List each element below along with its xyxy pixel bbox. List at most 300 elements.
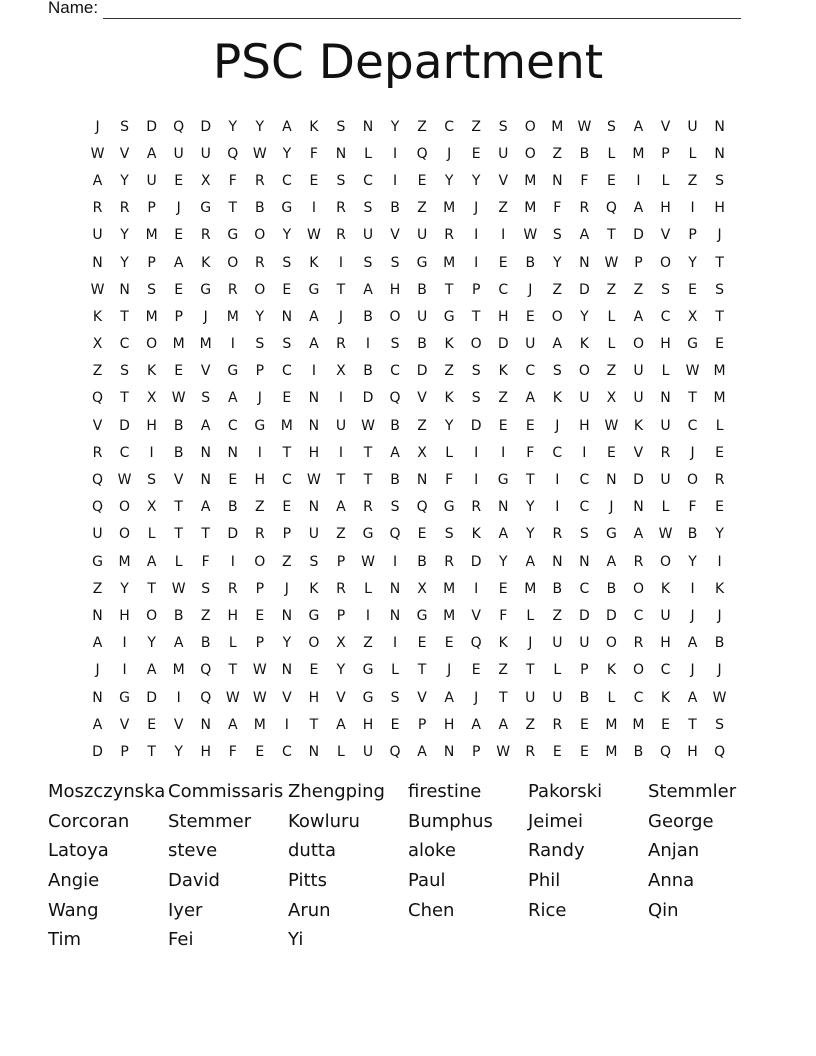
grid-letter[interactable]: N [579,254,590,271]
grid-letter[interactable]: Z [282,553,292,570]
grid-letter[interactable]: Z [92,363,103,380]
grid-letter[interactable]: B [173,444,184,461]
grid-letter[interactable]: E [498,580,508,597]
grid-letter[interactable]: C [119,444,130,461]
grid-letter[interactable]: W [577,118,592,135]
grid-letter[interactable]: H [389,281,401,298]
grid-letter[interactable]: U [552,635,563,652]
grid-letter[interactable]: E [471,145,481,162]
grid-letter[interactable]: E [444,635,454,652]
name-line[interactable] [103,2,741,19]
grid-letter[interactable]: P [471,743,481,760]
grid-letter[interactable]: G [443,308,455,325]
grid-letter[interactable]: Z [92,580,103,597]
grid-letter[interactable]: R [336,200,346,217]
grid-letter[interactable]: A [444,689,454,706]
grid-letter[interactable]: Q [416,145,428,162]
grid-letter[interactable]: P [282,526,292,543]
grid-letter[interactable]: T [336,281,346,298]
grid-letter[interactable]: N [579,553,590,570]
grid-letter[interactable]: F [553,200,562,217]
grid-letter[interactable]: L [688,145,697,162]
grid-letter[interactable]: I [230,336,235,353]
grid-letter[interactable]: B [255,200,265,217]
grid-letter[interactable]: V [390,227,400,244]
grid-letter[interactable]: X [146,499,157,516]
grid-letter[interactable]: D [633,472,644,489]
grid-letter[interactable]: Z [498,662,509,679]
grid-letter[interactable]: D [578,607,590,624]
grid-letter[interactable]: E [147,716,157,733]
grid-letter[interactable]: K [498,363,508,380]
grid-letter[interactable]: X [92,336,103,353]
grid-letter[interactable]: J [447,145,452,162]
grid-letter[interactable]: D [633,227,644,244]
grid-letter[interactable]: C [525,363,536,380]
grid-letter[interactable]: E [228,472,238,489]
grid-letter[interactable]: Q [389,390,401,407]
grid-letter[interactable]: A [309,308,319,325]
grid-letter[interactable]: I [717,553,722,570]
grid-letter[interactable]: R [227,580,238,597]
grid-letter[interactable]: S [715,281,725,298]
grid-letter[interactable]: O [632,662,644,679]
grid-letter[interactable]: E [255,743,265,760]
grid-letter[interactable]: D [362,390,374,407]
grid-letter[interactable]: J [474,200,479,217]
grid-letter[interactable]: Z [552,281,563,298]
grid-letter[interactable]: C [281,172,292,189]
grid-letter[interactable]: O [659,254,672,271]
grid-letter[interactable]: M [632,145,645,162]
grid-letter[interactable]: T [282,444,292,461]
grid-letter[interactable]: K [309,118,319,135]
grid-letter[interactable]: V [471,607,481,624]
grid-letter[interactable]: T [363,444,373,461]
grid-letter[interactable]: L [607,308,616,325]
grid-letter[interactable]: C [552,444,563,461]
grid-letter[interactable]: S [390,499,400,516]
grid-letter[interactable]: I [338,444,344,461]
grid-letter[interactable]: M [280,417,293,434]
grid-letter[interactable]: T [120,390,129,407]
grid-letter[interactable]: H [227,607,239,624]
grid-letter[interactable]: U [362,743,374,760]
grid-letter[interactable]: W [658,526,673,543]
grid-letter[interactable]: T [120,308,129,325]
grid-letter[interactable]: O [119,499,131,516]
grid-letter[interactable]: S [363,254,373,271]
grid-letter[interactable]: Y [498,553,508,570]
grid-letter[interactable]: L [553,662,562,679]
grid-letter[interactable]: T [525,662,535,679]
grid-letter[interactable]: R [200,227,211,244]
grid-letter[interactable]: A [92,635,103,652]
grid-letter[interactable]: R [254,172,265,189]
grid-letter[interactable]: J [95,118,100,135]
grid-letter[interactable]: E [417,635,427,652]
grid-letter[interactable]: N [308,390,320,407]
grid-letter[interactable]: Z [498,200,509,217]
grid-letter[interactable]: K [201,254,211,271]
name-field[interactable] [48,0,741,19]
grid-letter[interactable]: B [633,743,644,760]
grid-letter[interactable]: S [363,200,373,217]
grid-letter[interactable]: N [497,499,509,516]
grid-letter[interactable]: M [226,308,239,325]
grid-letter[interactable]: U [525,689,536,706]
grid-letter[interactable]: I [636,172,641,189]
grid-letter[interactable]: L [526,607,535,624]
grid-letter[interactable]: G [605,526,617,543]
grid-letter[interactable]: I [122,635,127,652]
grid-letter[interactable]: H [687,743,698,760]
grid-letter[interactable]: A [579,227,590,244]
grid-letter[interactable]: V [282,689,292,706]
grid-letter[interactable]: I [392,635,398,652]
grid-letter[interactable]: R [119,200,130,217]
grid-letter[interactable]: M [145,308,158,325]
grid-letter[interactable]: M [443,254,456,271]
grid-letter[interactable]: Y [580,308,589,325]
grid-letter[interactable]: G [308,607,320,624]
grid-letter[interactable]: E [282,390,292,407]
grid-letter[interactable]: T [336,472,346,489]
grid-letter[interactable]: V [417,390,427,407]
grid-letter[interactable]: M [713,363,726,380]
grid-letter[interactable]: K [660,689,671,706]
grid-letter[interactable]: B [714,635,725,652]
grid-letter[interactable]: Q [416,499,428,516]
grid-letter[interactable]: N [389,607,401,624]
grid-letter[interactable]: G [416,607,428,624]
grid-letter[interactable]: Z [417,417,427,434]
grid-letter[interactable]: M [551,118,564,135]
grid-letter[interactable]: C [687,417,698,434]
grid-letter[interactable]: H [660,336,671,353]
grid-letter[interactable]: C [281,363,292,380]
grid-letter[interactable]: J [338,308,344,325]
grid-letter[interactable]: E [715,336,725,353]
grid-letter[interactable]: C [579,472,590,489]
grid-letter[interactable]: S [255,336,265,353]
grid-letter[interactable]: M [443,580,456,597]
grid-letter[interactable]: J [717,607,722,624]
grid-letter[interactable]: M [253,716,266,733]
grid-letter[interactable]: V [119,145,130,162]
grid-letter[interactable]: V [633,444,644,461]
grid-letter[interactable]: M [632,716,645,733]
grid-letter[interactable]: H [497,308,509,325]
grid-letter[interactable]: R [254,526,265,543]
grid-letter[interactable]: M [605,716,618,733]
grid-letter[interactable]: J [95,662,100,679]
grid-letter[interactable]: Q [389,526,401,543]
grid-letter[interactable]: T [715,308,724,325]
grid-letter[interactable]: O [254,281,266,298]
grid-letter[interactable]: T [174,526,183,543]
grid-letter[interactable]: H [119,607,130,624]
grid-letter[interactable]: A [633,200,644,217]
grid-letter[interactable]: Q [605,200,617,217]
grid-letter[interactable]: F [499,607,508,624]
grid-letter[interactable]: J [528,281,533,298]
grid-letter[interactable]: Y [553,254,562,271]
grid-letter[interactable]: Q [470,635,482,652]
grid-letter[interactable]: Y [147,635,156,652]
grid-letter[interactable]: M [172,662,185,679]
grid-letter[interactable]: G [308,281,320,298]
grid-letter[interactable]: H [443,716,455,733]
grid-letter[interactable]: P [174,308,183,325]
grid-letter[interactable]: X [417,444,427,461]
grid-letter[interactable]: N [714,145,725,162]
grid-letter[interactable]: G [200,200,212,217]
grid-letter[interactable]: B [579,145,590,162]
grid-letter[interactable]: V [336,689,346,706]
grid-letter[interactable]: S [498,118,508,135]
grid-letter[interactable]: I [365,336,371,353]
grid-letter[interactable]: R [336,580,346,597]
grid-letter[interactable]: B [173,607,184,624]
grid-letter[interactable]: N [552,553,563,570]
grid-letter[interactable]: V [119,716,130,733]
grid-letter[interactable]: I [176,689,181,706]
grid-letter[interactable]: E [174,363,184,380]
grid-letter[interactable]: T [228,662,238,679]
grid-letter[interactable]: M [443,200,456,217]
grid-letter[interactable]: O [254,553,266,570]
grid-letter[interactable]: I [257,444,262,461]
grid-letter[interactable]: D [470,417,482,434]
grid-letter[interactable]: V [200,363,211,380]
grid-letter[interactable]: Y [120,254,129,271]
grid-letter[interactable]: Y [255,308,265,325]
grid-letter[interactable]: E [471,662,481,679]
grid-letter[interactable]: I [690,200,695,217]
grid-letter[interactable]: E [498,417,508,434]
grid-letter[interactable]: P [255,580,265,597]
grid-letter[interactable]: L [661,172,670,189]
grid-letter[interactable]: L [661,499,670,516]
grid-letter[interactable]: G [497,472,509,489]
grid-letter[interactable]: Z [417,200,427,217]
grid-letter[interactable]: O [632,336,644,353]
grid-letter[interactable]: R [444,227,454,244]
grid-letter[interactable]: I [474,227,479,244]
grid-letter[interactable]: T [147,580,156,597]
grid-letter[interactable]: I [338,390,344,407]
grid-letter[interactable]: W [252,145,267,162]
grid-letter[interactable]: J [690,662,695,679]
grid-letter[interactable]: G [200,281,212,298]
grid-letter[interactable]: L [174,553,183,570]
grid-letter[interactable]: V [92,417,103,434]
grid-letter[interactable]: B [390,417,400,434]
grid-letter[interactable]: W [252,662,267,679]
grid-letter[interactable]: O [119,526,131,543]
grid-letter[interactable]: D [146,118,157,135]
grid-letter[interactable]: Q [200,689,212,706]
grid-letter[interactable]: E [715,444,725,461]
grid-letter[interactable]: M [118,553,131,570]
grid-letter[interactable]: O [254,227,266,244]
grid-letter[interactable]: N [714,118,725,135]
grid-letter[interactable]: C [363,172,373,189]
grid-letter[interactable]: N [606,472,617,489]
grid-letter[interactable]: G [281,200,293,217]
grid-letter[interactable]: I [284,716,289,733]
grid-letter[interactable]: F [445,472,454,489]
grid-letter[interactable]: Z [498,390,509,407]
grid-letter[interactable]: H [362,716,374,733]
grid-letter[interactable]: Z [687,172,698,189]
grid-letter[interactable]: G [227,363,239,380]
grid-letter[interactable]: Y [444,417,454,434]
grid-letter[interactable]: S [552,227,562,244]
grid-letter[interactable]: H [660,635,671,652]
grid-letter[interactable]: Q [200,662,212,679]
grid-letter[interactable]: P [147,200,156,217]
grid-letter[interactable]: P [634,254,643,271]
grid-letter[interactable]: A [227,390,238,407]
grid-letter[interactable]: N [92,607,103,624]
grid-letter[interactable]: S [471,390,481,407]
grid-letter[interactable]: W [225,689,240,706]
grid-letter[interactable]: C [579,499,590,516]
grid-letter[interactable]: U [173,145,184,162]
grid-letter[interactable]: I [311,200,316,217]
grid-letter[interactable]: G [92,553,103,570]
grid-letter[interactable]: I [474,254,479,271]
grid-letter[interactable]: B [363,363,373,380]
grid-letter[interactable]: T [417,662,427,679]
grid-letter[interactable]: M [145,227,158,244]
grid-letter[interactable]: J [447,662,452,679]
grid-letter[interactable]: G [362,662,374,679]
grid-letter[interactable]: Q [92,390,104,407]
grid-letter[interactable]: U [416,227,428,244]
grid-letter[interactable]: S [282,254,292,271]
grid-letter[interactable]: Y [715,526,724,543]
grid-letter[interactable]: A [309,336,319,353]
grid-letter[interactable]: R [714,472,725,489]
grid-letter[interactable]: E [309,662,319,679]
grid-letter[interactable]: N [308,743,320,760]
grid-letter[interactable]: D [578,281,590,298]
grid-letter[interactable]: W [604,417,619,434]
grid-letter[interactable]: C [281,743,292,760]
grid-letter[interactable]: C [119,336,130,353]
grid-letter[interactable]: C [498,281,509,298]
grid-letter[interactable]: S [390,254,400,271]
grid-letter[interactable]: S [309,553,319,570]
grid-letter[interactable]: Z [200,607,211,624]
grid-letter[interactable]: R [471,499,482,516]
grid-letter[interactable]: P [336,553,346,570]
grid-letter[interactable]: N [389,580,401,597]
grid-letter[interactable]: A [687,635,698,652]
grid-letter[interactable]: Y [336,662,346,679]
grid-letter[interactable]: N [552,172,563,189]
grid-letter[interactable]: A [525,390,536,407]
grid-letter[interactable]: R [552,526,563,543]
grid-letter[interactable]: U [660,607,671,624]
grid-letter[interactable]: S [120,118,130,135]
grid-letter[interactable]: Z [336,526,346,543]
grid-letter[interactable]: L [607,689,616,706]
grid-letter[interactable]: D [146,689,157,706]
grid-letter[interactable]: H [308,444,320,461]
grid-letter[interactable]: S [201,580,211,597]
grid-letter[interactable]: H [714,200,725,217]
grid-letter[interactable]: A [282,118,292,135]
grid-letter[interactable]: W [117,472,132,489]
grid-letter[interactable]: I [474,444,479,461]
grid-letter[interactable]: J [555,417,560,434]
grid-letter[interactable]: S [147,472,157,489]
grid-letter[interactable]: M [172,336,185,353]
grid-letter[interactable]: X [146,390,157,407]
grid-letter[interactable]: I [149,444,154,461]
grid-letter[interactable]: Z [633,281,644,298]
grid-letter[interactable]: V [660,118,671,135]
grid-letter[interactable]: O [551,308,563,325]
grid-letter[interactable]: D [92,743,103,760]
grid-letter[interactable]: T [363,472,373,489]
grid-letter[interactable]: T [147,743,156,760]
grid-letter[interactable]: P [120,743,129,760]
grid-letter[interactable]: Z [444,363,454,380]
grid-letter[interactable]: F [201,553,210,570]
grid-letter[interactable]: K [147,363,157,380]
grid-letter[interactable]: Y [228,118,238,135]
grid-letter[interactable]: Y [120,227,129,244]
grid-letter[interactable]: G [416,254,428,271]
grid-letter[interactable]: I [365,607,371,624]
grid-letter[interactable]: K [715,580,725,597]
grid-letter[interactable]: P [147,254,156,271]
grid-letter[interactable]: W [90,281,105,298]
grid-letter[interactable]: P [471,281,481,298]
grid-letter[interactable]: O [227,254,239,271]
grid-letter[interactable]: Q [92,499,104,516]
grid-letter[interactable]: Q [92,472,104,489]
grid-letter[interactable]: T [607,227,616,244]
grid-letter[interactable]: U [687,118,698,135]
grid-letter[interactable]: T [525,472,535,489]
grid-letter[interactable]: W [171,390,186,407]
grid-letter[interactable]: U [92,227,103,244]
grid-letter[interactable]: Y [282,635,292,652]
grid-letter[interactable]: H [200,743,211,760]
grid-letter[interactable]: A [146,553,157,570]
grid-letter[interactable]: I [501,227,506,244]
grid-letter[interactable]: T [471,308,481,325]
grid-letter[interactable]: R [227,281,238,298]
grid-letter[interactable]: G [227,227,239,244]
grid-letter[interactable]: L [607,145,616,162]
grid-letter[interactable]: R [633,553,644,570]
grid-letter[interactable]: R [660,444,671,461]
grid-letter[interactable]: A [92,172,103,189]
grid-letter[interactable]: W [306,472,321,489]
grid-letter[interactable]: Z [471,118,481,135]
grid-letter[interactable]: C [633,607,644,624]
grid-letter[interactable]: A [146,145,157,162]
grid-letter[interactable]: J [717,662,722,679]
grid-letter[interactable]: V [498,172,509,189]
